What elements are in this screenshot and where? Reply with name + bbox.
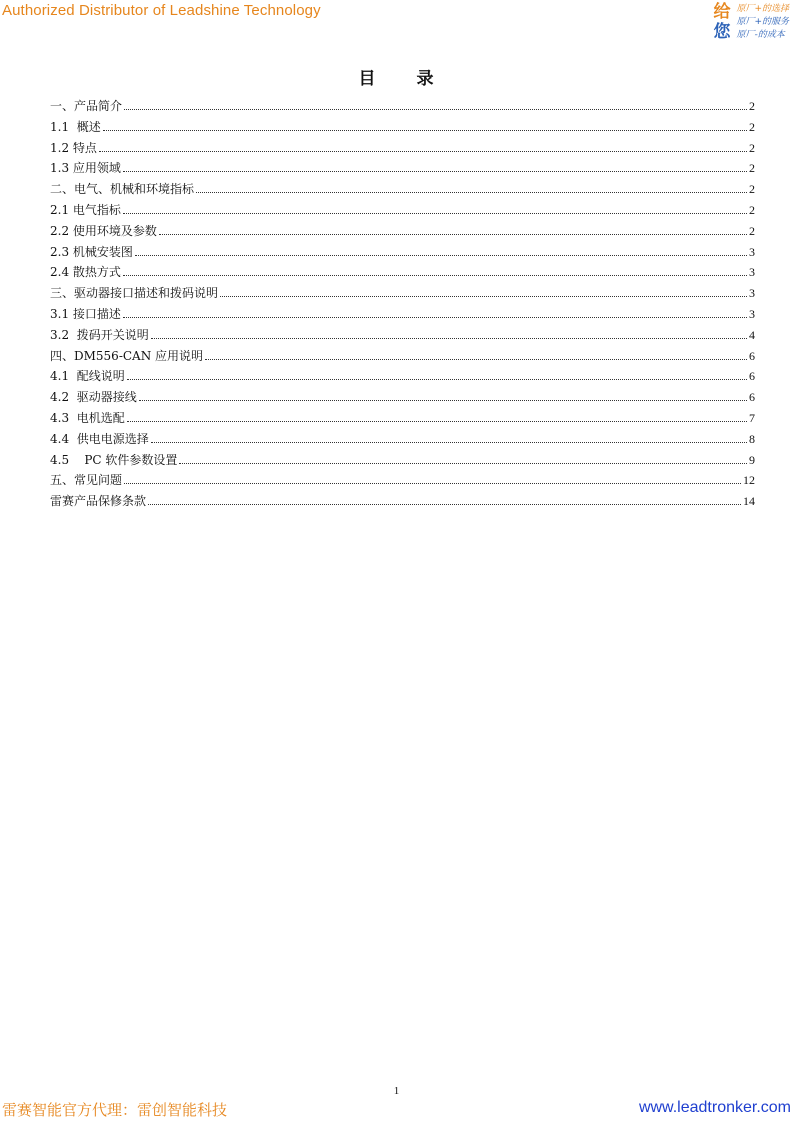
toc-entry[interactable] (50, 325, 755, 346)
toc-dot-leader (103, 129, 747, 131)
toc-dot-leader (148, 503, 741, 505)
toc-entry-page: 2 (749, 140, 755, 155)
toc-entry-label: 1.1 概述 (50, 119, 101, 134)
toc-entry-page: 14 (743, 494, 755, 509)
toc-dot-leader (205, 358, 747, 360)
toc-dot-leader (124, 108, 747, 110)
toc-entry[interactable] (50, 470, 755, 491)
toc-entry-page: 8 (749, 431, 755, 446)
toc-entry-page: 2 (749, 99, 755, 113)
slogan-char-1: 给 (713, 2, 731, 22)
toc-dot-leader (151, 441, 747, 443)
toc-entry[interactable] (50, 346, 755, 367)
toc-entry-page: 4 (749, 327, 755, 342)
toc-entry-page: 6 (749, 348, 755, 363)
toc-entry-label: 4.3 电机选配 (50, 410, 125, 425)
toc-entry-label: 4.5 PC 软件参数设置 (50, 452, 178, 467)
toc-dot-leader (159, 233, 747, 235)
toc-entry[interactable] (50, 117, 755, 138)
toc-entry-page: 7 (749, 410, 755, 425)
toc-entry[interactable] (50, 158, 755, 179)
slogan-big-chars (713, 2, 730, 42)
toc-entry[interactable] (50, 283, 755, 304)
toc-entry-page: 6 (749, 369, 755, 384)
toc-entry-label: 2.1 电气指标 (50, 202, 121, 217)
toc-entry-label: 五、常见问题 (50, 473, 123, 488)
toc-entry-page: 3 (749, 306, 755, 321)
toc-entry-label: 1.3 应用领域 (50, 161, 121, 176)
toc-entry[interactable] (50, 262, 755, 283)
toc-dot-leader (123, 316, 747, 318)
toc-dot-leader (139, 399, 747, 401)
toc-entry-page: 12 (743, 473, 755, 488)
toc-entry-label: 2.2 使用环境及参数 (50, 223, 157, 238)
toc-entry-label: 2.4 散热方式 (50, 265, 121, 280)
toc-title (0, 64, 793, 89)
toc-dot-leader (151, 337, 747, 339)
toc-entry-label: 2.3 机械安装图 (50, 244, 133, 259)
toc-dot-leader (127, 378, 747, 380)
toc-entry-page: 3 (749, 244, 755, 259)
toc-dot-leader (124, 482, 741, 484)
toc-entry-page: 2 (749, 202, 755, 217)
slogan-line-2: 原厂+的服务 (736, 16, 789, 27)
toc-dot-leader (196, 191, 747, 193)
toc-dot-leader (127, 420, 747, 422)
toc-dot-leader (220, 295, 747, 297)
toc-entry[interactable] (50, 96, 755, 117)
toc-entry[interactable] (50, 429, 755, 450)
slogan-line-1: 原厂+的选择 (736, 3, 789, 14)
table-of-contents (50, 96, 755, 512)
toc-dot-leader (99, 150, 747, 152)
toc-entry[interactable] (50, 221, 755, 242)
toc-entry-label: 4.4 供电电源选择 (50, 431, 149, 446)
toc-entry-page: 3 (749, 265, 755, 280)
toc-entry-page: 2 (749, 182, 755, 197)
toc-entry-page: 9 (749, 452, 755, 467)
toc-title-part-2: 录 (416, 69, 435, 89)
footer-agent: 雷赛智能官方代理：雷创智能科技 (2, 1101, 228, 1119)
toc-entry-page: 3 (749, 286, 755, 301)
toc-entry-page: 2 (749, 161, 755, 176)
toc-entry[interactable] (50, 200, 755, 221)
toc-entry[interactable] (50, 408, 755, 429)
toc-entry-page: 2 (749, 223, 755, 238)
toc-entry-label: 4.2 驱动器接线 (50, 390, 137, 405)
toc-entry[interactable] (50, 138, 755, 159)
toc-entry[interactable] (50, 304, 755, 325)
toc-entry-label: 一、产品简介 (50, 99, 123, 113)
toc-entry[interactable] (50, 387, 755, 408)
toc-entry-label: 1.2 特点 (50, 140, 97, 155)
toc-dot-leader (179, 462, 747, 464)
toc-entry[interactable] (50, 450, 755, 471)
toc-entry-label: 雷赛产品保修条款 (50, 494, 147, 509)
toc-entry-label: 3.1 接口描述 (50, 306, 121, 321)
slogan-line-3: 原厂-的成本 (736, 29, 785, 40)
slogan-lines (736, 3, 789, 42)
toc-dot-leader (123, 170, 747, 172)
toc-entry[interactable] (50, 242, 755, 263)
toc-entry-label: 三、驱动器接口描述和拨码说明 (50, 286, 219, 301)
toc-entry[interactable] (50, 366, 755, 387)
slogan-logo (713, 2, 789, 42)
toc-dot-leader (135, 254, 747, 256)
toc-entry-label: 二、电气、机械和环境指标 (50, 182, 195, 197)
toc-dot-leader (123, 212, 747, 214)
toc-entry[interactable] (50, 179, 755, 200)
page-number: 1 (393, 1085, 400, 1097)
toc-entry-label: 四、DM556-CAN 应用说明 (50, 348, 204, 363)
toc-entry[interactable] (50, 491, 755, 512)
toc-entry-label: 4.1 配线说明 (50, 369, 125, 384)
toc-dot-leader (123, 274, 747, 276)
toc-title-part-1: 目 (358, 69, 377, 89)
distributor-header: Authorized Distributor of Leadshine Technology (2, 2, 321, 19)
toc-entry-page: 6 (749, 390, 755, 405)
slogan-char-2: 您 (713, 22, 731, 42)
toc-entry-page: 2 (749, 119, 755, 134)
footer-website-link[interactable]: www.leadtronker.com (638, 1099, 791, 1116)
toc-entry-label: 3.2 拨码开关说明 (50, 327, 149, 342)
